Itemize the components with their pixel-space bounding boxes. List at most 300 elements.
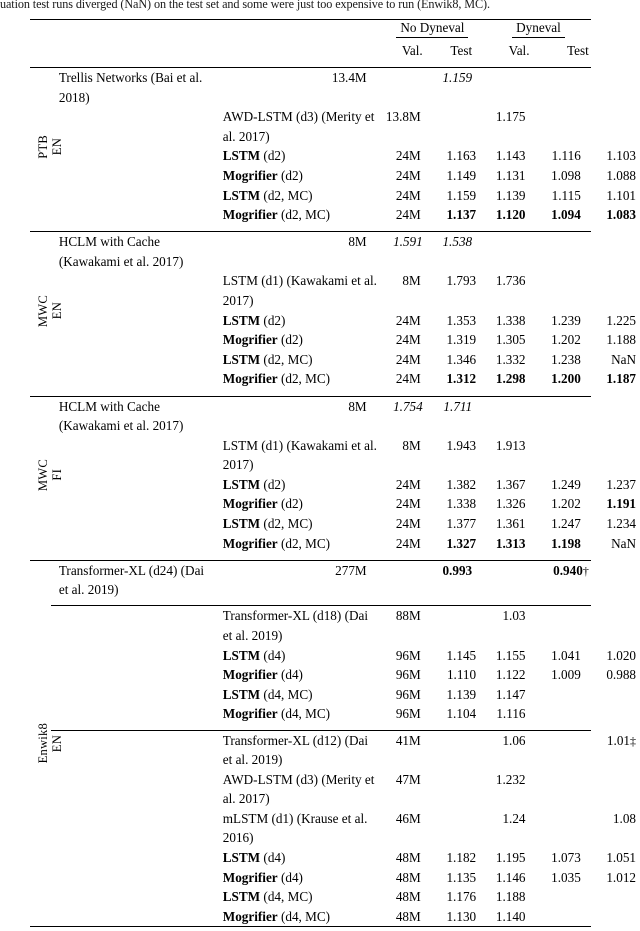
section-label-spacer <box>51 311 215 331</box>
no-dyneval-test-cell: 1.711 <box>443 398 473 414</box>
model-name-emphasis: LSTM <box>222 647 261 663</box>
param-size-cell: 24M <box>395 332 421 348</box>
table-row <box>30 868 638 888</box>
no-dyneval-val-cell: 1.176 <box>446 889 477 905</box>
no-dyneval-test-cell: 1.326 <box>495 496 526 512</box>
model-name-emphasis: Mogrifier <box>222 332 278 348</box>
section-label-spacer <box>51 107 215 146</box>
model-name-cell <box>51 396 215 436</box>
model-name-emphasis: Mogrifier <box>222 167 278 183</box>
header-col-no-dyneval-val: Val. <box>401 42 423 58</box>
dyneval-test-cell <box>540 68 591 108</box>
model-name-cell <box>215 730 379 770</box>
param-size-cell: 96M <box>395 686 421 702</box>
no-dyneval-val-cell: 1.139 <box>446 686 477 702</box>
no-dyneval-val-cell: 1.793 <box>446 273 477 289</box>
param-size-cell: 24M <box>395 351 421 367</box>
model-name-rest: (d2) <box>260 312 286 328</box>
param-size-cell: 24M <box>395 148 421 164</box>
no-dyneval-test-cell: 1.913 <box>495 437 526 453</box>
table-row <box>30 232 638 272</box>
dyneval-val-cell <box>540 770 591 809</box>
dyneval-val-cell: 1.200 <box>551 371 581 387</box>
dyneval-val-cell <box>540 809 591 848</box>
dyneval-test-cell: NaN <box>611 535 636 551</box>
table-row <box>30 186 638 206</box>
model-name-rest: (d4) <box>260 850 286 866</box>
param-size-cell: 24M <box>395 312 421 328</box>
table-row <box>30 809 638 848</box>
model-name-rest: LSTM (d1) (Kawakami et al. 2017) <box>222 273 377 309</box>
param-size-cell: 46M <box>395 810 421 826</box>
dyneval-val-cell: 1.249 <box>551 476 581 492</box>
section-label-enwik8-en <box>30 560 64 927</box>
section-label-spacer <box>51 665 215 685</box>
model-name-rest: Transformer-XL (d24) (Dai et al. 2019) <box>58 562 205 598</box>
param-size-cell: 48M <box>395 869 421 885</box>
no-dyneval-test-cell: 1.159 <box>442 70 473 85</box>
model-name-cell <box>51 560 215 600</box>
no-dyneval-test-cell: 1.03 <box>502 608 526 624</box>
no-dyneval-val-cell: 1.145 <box>446 647 477 663</box>
dyneval-val-cell: 1.041 <box>551 647 581 663</box>
dyneval-val-cell <box>540 107 591 146</box>
model-name-emphasis: Mogrifier <box>222 869 278 885</box>
table-row <box>30 369 638 389</box>
header-group-no-dyneval <box>379 19 486 40</box>
model-name-cell <box>215 271 379 310</box>
model-name-rest: Trellis Networks (Bai et al. 2018) <box>58 70 203 105</box>
dyneval-test-cell: 0.988 <box>606 667 636 683</box>
header-col-dyneval-test: Test <box>567 42 589 58</box>
section-label-spacer <box>51 205 215 225</box>
model-name-cell <box>215 330 379 350</box>
section-label-line2: EN <box>49 734 64 753</box>
model-name-rest: (d2) <box>260 476 286 492</box>
param-size-cell: 8M <box>348 398 367 414</box>
rule-line <box>30 225 591 232</box>
dyneval-val-cell: 1.098 <box>551 167 581 183</box>
model-name-rest: (d4) <box>260 647 286 663</box>
rule-line <box>30 927 591 931</box>
dyneval-val-cell: 1.115 <box>551 187 581 203</box>
model-name-emphasis: Mogrifier <box>222 207 278 223</box>
model-name-emphasis: LSTM <box>222 476 261 492</box>
model-name-cell <box>215 166 379 186</box>
no-dyneval-val-cell: 1.182 <box>446 850 477 866</box>
model-name-cell <box>215 606 379 646</box>
model-name-emphasis: LSTM <box>222 686 261 702</box>
no-dyneval-val-cell: 1.149 <box>446 167 477 183</box>
no-dyneval-test-cell: 1.06 <box>502 732 526 748</box>
model-name-cell <box>215 311 379 331</box>
section-label-spacer <box>51 704 215 724</box>
no-dyneval-test-cell: 1.538 <box>442 234 473 250</box>
no-dyneval-val-cell: 1.104 <box>446 706 477 722</box>
model-name-cell <box>215 146 379 166</box>
model-name-cell <box>215 475 379 495</box>
no-dyneval-test-cell: 1.195 <box>495 850 526 866</box>
model-name-cell <box>215 887 379 907</box>
dyneval-test-cell <box>540 232 591 272</box>
table-row <box>30 907 638 927</box>
model-name-emphasis: Mogrifier <box>222 535 278 551</box>
param-size-cell: 48M <box>395 889 421 905</box>
model-name-cell <box>215 848 379 868</box>
model-name-cell <box>51 232 215 272</box>
param-size-cell: 88M <box>395 608 421 624</box>
table-row <box>30 166 638 186</box>
header-col-dyneval-val: Val. <box>508 42 530 58</box>
header-group-dyneval <box>486 19 591 40</box>
model-name-cell <box>215 646 379 666</box>
dyneval-test-cell: 1.083 <box>606 207 636 223</box>
header-spacer2-name <box>51 40 215 61</box>
param-size-cell: 41M <box>395 732 421 748</box>
model-name-rest: (d2, MC) <box>260 351 313 367</box>
dyneval-test-cell: 1.237 <box>606 476 636 492</box>
no-dyneval-test-cell: 1.155 <box>495 647 526 663</box>
dyneval-test-cell: 1.225 <box>606 312 636 328</box>
dyneval-test-cell <box>591 436 638 475</box>
param-size-cell: 24M <box>395 496 421 512</box>
model-name-rest: (d2) <box>277 167 303 183</box>
table-row <box>30 146 638 166</box>
dyneval-val-cell <box>540 730 591 770</box>
footnote-marker: † <box>582 563 589 578</box>
dyneval-test-cell <box>591 107 638 146</box>
dyneval-val-cell <box>540 436 591 475</box>
table-row <box>30 770 638 809</box>
param-size-cell: 47M <box>395 771 421 787</box>
no-dyneval-test-cell: 1.313 <box>495 535 526 551</box>
model-name-emphasis: LSTM <box>222 351 261 367</box>
no-dyneval-test-cell: 1.367 <box>495 476 526 492</box>
param-size-cell: 277M <box>335 562 367 578</box>
no-dyneval-test-cell: 1.361 <box>495 516 526 532</box>
model-name-rest: Transformer-XL (d12) (Dai et al. 2019) <box>222 732 368 768</box>
section-label-line2: FI <box>49 469 64 481</box>
caption-continuation-text: uation test runs diverged (NaN) on the test set and some were just too expensive to run (Enwik8, MC). <box>0 0 490 11</box>
section-label-spacer <box>51 146 215 166</box>
no-dyneval-test-cell: 1.120 <box>495 207 526 223</box>
model-name-cell <box>215 868 379 888</box>
model-name-emphasis: Mogrifier <box>222 371 278 387</box>
section-label-spacer <box>51 166 215 186</box>
dyneval-val-cell <box>540 685 591 705</box>
model-name-emphasis: LSTM <box>222 516 261 532</box>
table-row <box>30 560 638 600</box>
model-name-cell <box>215 436 379 475</box>
model-name-rest: (d2, MC) <box>260 187 313 203</box>
table-row <box>30 350 638 370</box>
model-name-cell <box>215 205 379 225</box>
model-name-rest: mLSTM (d1) (Krause et al. 2016) <box>222 810 368 846</box>
section-label-spacer <box>51 350 215 370</box>
model-name-cell <box>215 770 379 809</box>
model-name-cell <box>215 494 379 514</box>
no-dyneval-val-cell <box>433 606 486 646</box>
model-name-rest: (d2, MC) <box>277 207 331 223</box>
no-dyneval-test-cell: 0.993 <box>442 562 473 578</box>
table-row <box>30 730 638 770</box>
no-dyneval-val-cell <box>433 770 486 809</box>
no-dyneval-val-cell: 1.137 <box>446 207 477 223</box>
dyneval-test-cell: 1.188 <box>606 332 636 348</box>
results-table <box>30 16 638 931</box>
section-label-spacer <box>51 534 215 554</box>
dyneval-test-cell: 0.940† <box>553 562 589 578</box>
no-dyneval-test-cell: 1.305 <box>495 332 526 348</box>
model-name-cell <box>215 534 379 554</box>
header-spacer2-size <box>215 40 379 61</box>
model-name-emphasis: Mogrifier <box>222 908 278 924</box>
section-label-spacer <box>51 685 215 705</box>
table-row <box>30 514 638 534</box>
section-label-spacer <box>51 436 215 475</box>
model-name-cell <box>215 369 379 389</box>
dyneval-val-cell <box>540 606 591 646</box>
footnote-marker: ‡ <box>630 733 636 748</box>
table-row <box>30 330 638 350</box>
section-label-spacer <box>51 730 215 770</box>
dyneval-test-cell: 1.191 <box>606 496 636 512</box>
model-name-emphasis: Mogrifier <box>222 667 278 683</box>
rule-line <box>30 61 591 68</box>
no-dyneval-test-cell: 1.116 <box>496 706 526 722</box>
dyneval-test-cell: 1.01‡ <box>606 732 636 748</box>
dyneval-val-cell: 1.035 <box>551 869 581 885</box>
model-name-rest: (d2) <box>277 332 303 348</box>
table-row <box>30 665 638 685</box>
model-name-rest: AWD-LSTM (d3) (Merity et al. 2017) <box>222 109 375 144</box>
model-name-rest: (d4, MC) <box>260 889 313 905</box>
rule-line <box>30 553 591 560</box>
table-row <box>30 311 638 331</box>
section-label-line2: EN <box>49 302 64 320</box>
no-dyneval-val-cell: 1.130 <box>446 908 477 924</box>
section-rule-0 <box>30 225 638 232</box>
model-name-rest: (d2) <box>260 148 286 164</box>
table-row <box>30 107 638 146</box>
no-dyneval-test-cell: 1.175 <box>495 109 526 125</box>
model-name-rest: HCLM with Cache (Kawakami et al. 2017) <box>58 234 184 269</box>
section-label-spacer <box>51 475 215 495</box>
no-dyneval-test-cell: 1.338 <box>495 312 526 328</box>
section-label-spacer <box>51 186 215 206</box>
param-size-cell: 24M <box>395 535 421 551</box>
param-size-cell: 24M <box>395 476 421 492</box>
dyneval-val-cell: 1.116 <box>551 148 581 164</box>
section-label-spacer <box>51 770 215 809</box>
model-name-cell <box>215 809 379 848</box>
no-dyneval-val-cell: 1.382 <box>446 476 477 492</box>
table-row <box>30 848 638 868</box>
dyneval-val-cell: 1.202 <box>551 332 581 348</box>
model-name-emphasis: Mogrifier <box>222 706 278 722</box>
model-name-rest: HCLM with Cache (Kawakami et al. 2017) <box>58 398 184 434</box>
no-dyneval-val-cell: 1.135 <box>446 869 477 885</box>
model-name-rest: (d2) <box>277 496 303 512</box>
model-name-rest: (d2, MC) <box>277 535 331 551</box>
dyneval-val-cell: 1.202 <box>551 496 581 512</box>
header-group-dyneval-label: Dyneval <box>512 20 565 38</box>
table-row <box>30 494 638 514</box>
section-label-line1: MWC <box>35 294 50 327</box>
table-row <box>30 436 638 475</box>
no-dyneval-val-cell: 1.338 <box>446 496 477 512</box>
dyneval-val-cell <box>540 907 591 927</box>
section-label-spacer <box>51 646 215 666</box>
header-group-row <box>30 19 638 40</box>
section-label-spacer <box>51 606 215 646</box>
model-name-cell <box>215 186 379 206</box>
param-size-cell: 24M <box>395 516 421 532</box>
no-dyneval-val-cell <box>379 560 433 600</box>
no-dyneval-test-cell: 1.332 <box>495 351 526 367</box>
table-row <box>30 606 638 646</box>
dyneval-test-cell: NaN <box>611 351 636 367</box>
dyneval-test-cell: 1.187 <box>606 371 636 387</box>
section-rule-1 <box>30 389 638 396</box>
dyneval-val-cell: 1.198 <box>551 535 581 551</box>
no-dyneval-test-cell: 1.146 <box>495 869 526 885</box>
table-row <box>30 685 638 705</box>
header-group-no-dyneval-label: No Dyneval <box>396 20 468 38</box>
param-size-cell: 13.4M <box>331 70 367 85</box>
header-spacer-name <box>51 19 215 40</box>
no-dyneval-val-cell: 1.353 <box>446 312 477 328</box>
header-spacer-rot <box>30 19 51 40</box>
no-dyneval-val-cell <box>433 809 486 848</box>
table-row <box>30 68 638 108</box>
param-size-cell: 96M <box>395 667 421 683</box>
dyneval-test-cell: 1.020 <box>606 647 636 663</box>
model-name-cell <box>215 107 379 146</box>
param-size-cell: 8M <box>348 234 367 250</box>
dyneval-test-cell: 1.101 <box>606 187 636 203</box>
param-size-cell: 96M <box>395 647 421 663</box>
dyneval-test-cell <box>540 396 591 436</box>
dyneval-val-cell <box>486 560 539 600</box>
no-dyneval-test-cell: 1.298 <box>495 371 526 387</box>
model-name-cell <box>51 68 215 108</box>
dyneval-test-cell <box>591 907 638 927</box>
model-name-rest: (d4) <box>277 869 303 885</box>
model-name-rest: (d4, MC) <box>277 706 331 722</box>
rule-line <box>30 389 591 396</box>
model-name-cell <box>215 685 379 705</box>
no-dyneval-test-cell: 1.131 <box>495 167 526 183</box>
dyneval-test-cell <box>591 685 638 705</box>
model-name-rest: LSTM (d1) (Kawakami et al. 2017) <box>222 437 377 473</box>
dyneval-val-cell <box>486 68 539 108</box>
no-dyneval-val-cell: 1.312 <box>446 371 477 387</box>
dyneval-val-cell: 1.094 <box>551 207 581 223</box>
section-label-spacer <box>51 848 215 868</box>
param-size-cell: 48M <box>395 908 421 924</box>
no-dyneval-val-cell <box>379 68 433 108</box>
model-name-rest: (d4, MC) <box>277 908 331 924</box>
param-size-cell: 8M <box>402 273 421 289</box>
no-dyneval-val-cell: 1.163 <box>446 148 477 164</box>
dyneval-val-cell <box>486 232 539 272</box>
dyneval-test-cell: 1.012 <box>606 869 636 885</box>
param-size-cell: 48M <box>395 850 421 866</box>
no-dyneval-val-cell: 1.591 <box>393 234 423 250</box>
dyneval-val-cell <box>486 396 539 436</box>
model-name-cell <box>215 665 379 685</box>
model-name-rest: (d4, MC) <box>260 686 313 702</box>
dyneval-val-cell: 1.238 <box>551 351 581 367</box>
header-col-no-dyneval-test: Test <box>450 42 473 58</box>
dyneval-val-cell <box>540 887 591 907</box>
no-dyneval-val-cell: 1.327 <box>446 535 477 551</box>
dyneval-test-cell: 1.088 <box>606 167 636 183</box>
section-label-spacer <box>51 907 215 927</box>
section-label-line2: EN <box>49 137 64 155</box>
section-label-line1: Enwik8 <box>35 723 50 764</box>
no-dyneval-val-cell: 1.346 <box>446 351 477 367</box>
dyneval-val-cell: 1.073 <box>551 850 581 866</box>
section-label-spacer <box>51 369 215 389</box>
param-size-cell: 24M <box>395 207 421 223</box>
dyneval-test-cell <box>591 770 638 809</box>
dyneval-test-cell <box>591 704 638 724</box>
model-name-emphasis: LSTM <box>222 148 261 164</box>
dyneval-test-cell <box>591 271 638 310</box>
model-name-cell <box>215 704 379 724</box>
model-name-rest: (d4) <box>277 667 303 683</box>
model-name-emphasis: LSTM <box>222 850 261 866</box>
no-dyneval-test-cell: 1.140 <box>495 908 526 924</box>
param-size-cell: 13.8M <box>385 109 421 125</box>
no-dyneval-val-cell: 1.159 <box>446 187 477 203</box>
model-name-cell <box>215 514 379 534</box>
model-name-cell <box>215 907 379 927</box>
section-label-spacer <box>51 494 215 514</box>
table-row <box>30 646 638 666</box>
section-label-spacer <box>51 271 215 310</box>
table-row <box>30 396 638 436</box>
section-label-spacer <box>51 887 215 907</box>
model-name-rest: Transformer-XL (d18) (Dai et al. 2019) <box>222 608 368 644</box>
header-subcolumn-row <box>30 40 638 61</box>
table-row <box>30 534 638 554</box>
section-rule-2 <box>30 553 638 560</box>
no-dyneval-test-cell: 1.143 <box>495 148 526 164</box>
section-label-spacer <box>51 330 215 350</box>
model-name-rest: (d2, MC) <box>277 371 331 387</box>
model-name-emphasis: Mogrifier <box>222 496 278 512</box>
no-dyneval-test-cell: 1.24 <box>502 810 526 826</box>
no-dyneval-val-cell: 1.110 <box>446 667 477 683</box>
model-name-cell <box>215 350 379 370</box>
header-spacer-size <box>215 19 379 40</box>
section-label-line1: MWC <box>35 458 50 491</box>
param-size-cell: 24M <box>395 167 421 183</box>
section-label-spacer <box>51 809 215 848</box>
no-dyneval-test-cell: 1.147 <box>495 686 526 702</box>
dyneval-test-cell: 1.051 <box>606 850 636 866</box>
table-row <box>30 205 638 225</box>
section-label-spacer <box>51 514 215 534</box>
model-name-rest: AWD-LSTM (d3) (Merity et al. 2017) <box>222 771 375 807</box>
no-dyneval-val-cell: 1.943 <box>446 437 477 453</box>
section-label-mwc-en <box>30 232 64 389</box>
header-spacer2-rot <box>30 40 51 61</box>
param-size-cell: 96M <box>395 706 421 722</box>
